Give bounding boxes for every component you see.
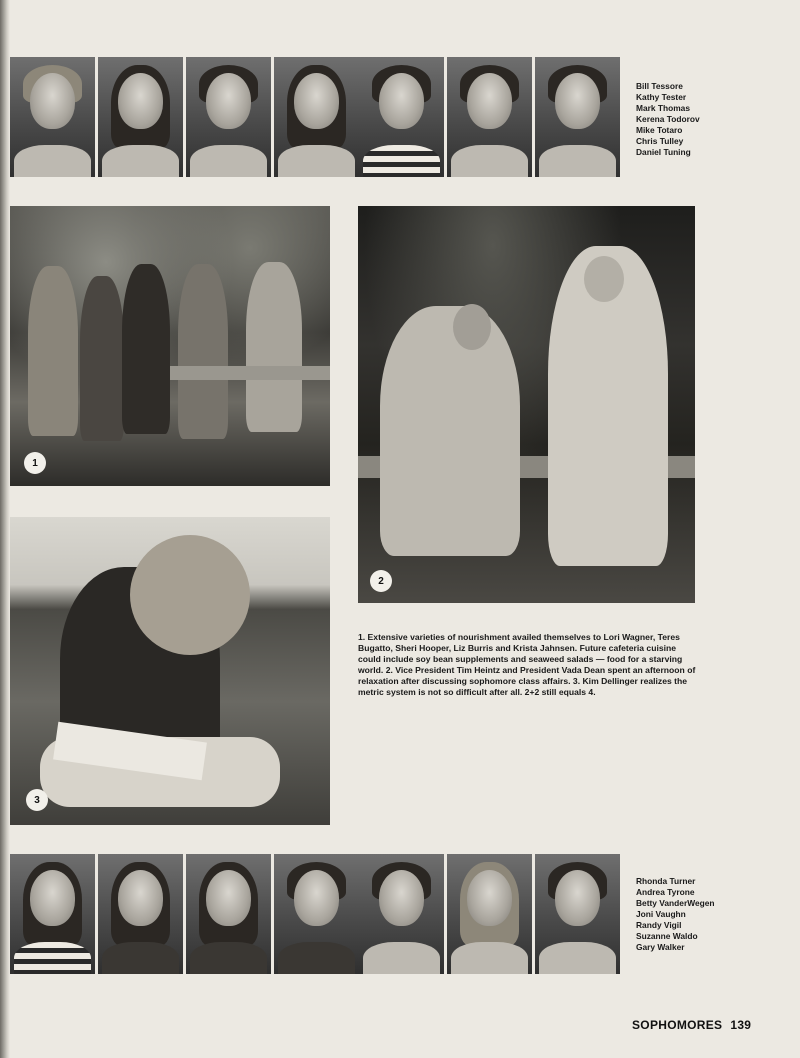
roster-name: Mark Thomas [636,103,690,113]
section-title: SOPHOMORES [632,1018,723,1032]
portrait-photo [535,854,620,974]
portrait-photo [447,854,532,974]
page-footer [632,1018,751,1032]
photo-caption: 1. Extensive varieties of nourishment availed themselves to Lori Wagner, Teres Bugatto, Sheri Hooper, Liz Burris and Krista Jahnsen. Future cafeteria cuisine could include soy bean supplements and seaweed salads — food for a starving world. 2. Vice President Tim Heintz and President Vada Dean spent an afternoon of relaxation after discussing sophomore class affairs. 3. Kim Dellinger realizes the metric system is not so difficult after all. 2+2 still equals 4. [358,632,696,697]
roster-name: Betty VanderWegen [636,898,715,908]
photo-number-badge: 3 [26,789,48,811]
roster-name: Kathy Tester [636,92,687,102]
photo-students-eating [10,206,330,486]
roster-name: Kerena Todorov [636,114,700,124]
page-number: 139 [730,1018,752,1032]
roster-name: Chris Tulley [636,136,684,146]
portrait-photo [359,57,444,177]
roster-name: Suzanne Waldo [636,931,698,941]
portrait-photo [359,854,444,974]
portrait-photo [98,854,183,974]
roster-name: Daniel Tuning [636,147,691,157]
portrait-photo [274,57,359,177]
portrait-photo [98,57,183,177]
roster-name: Gary Walker [636,942,685,952]
top-roster-names [636,81,700,158]
portrait-photo [186,57,271,177]
photo-number-badge: 2 [370,570,392,592]
roster-name: Andrea Tyrone [636,887,695,897]
portrait-photo [535,57,620,177]
portrait-photo [10,854,95,974]
portrait-photo [447,57,532,177]
roster-name: Randy Vigil [636,920,682,930]
photo-class-officers [358,206,695,603]
page-gutter-shadow [0,0,10,1058]
roster-name: Joni Vaughn [636,909,686,919]
portrait-photo [186,854,271,974]
portrait-photo [10,57,95,177]
roster-name: Bill Tessore [636,81,683,91]
bottom-roster-names [636,876,715,953]
portrait-photo [274,854,359,974]
roster-name: Rhonda Turner [636,876,696,886]
roster-name: Mike Totaro [636,125,683,135]
photo-number-badge: 1 [24,452,46,474]
photo-student-writing [10,517,330,825]
